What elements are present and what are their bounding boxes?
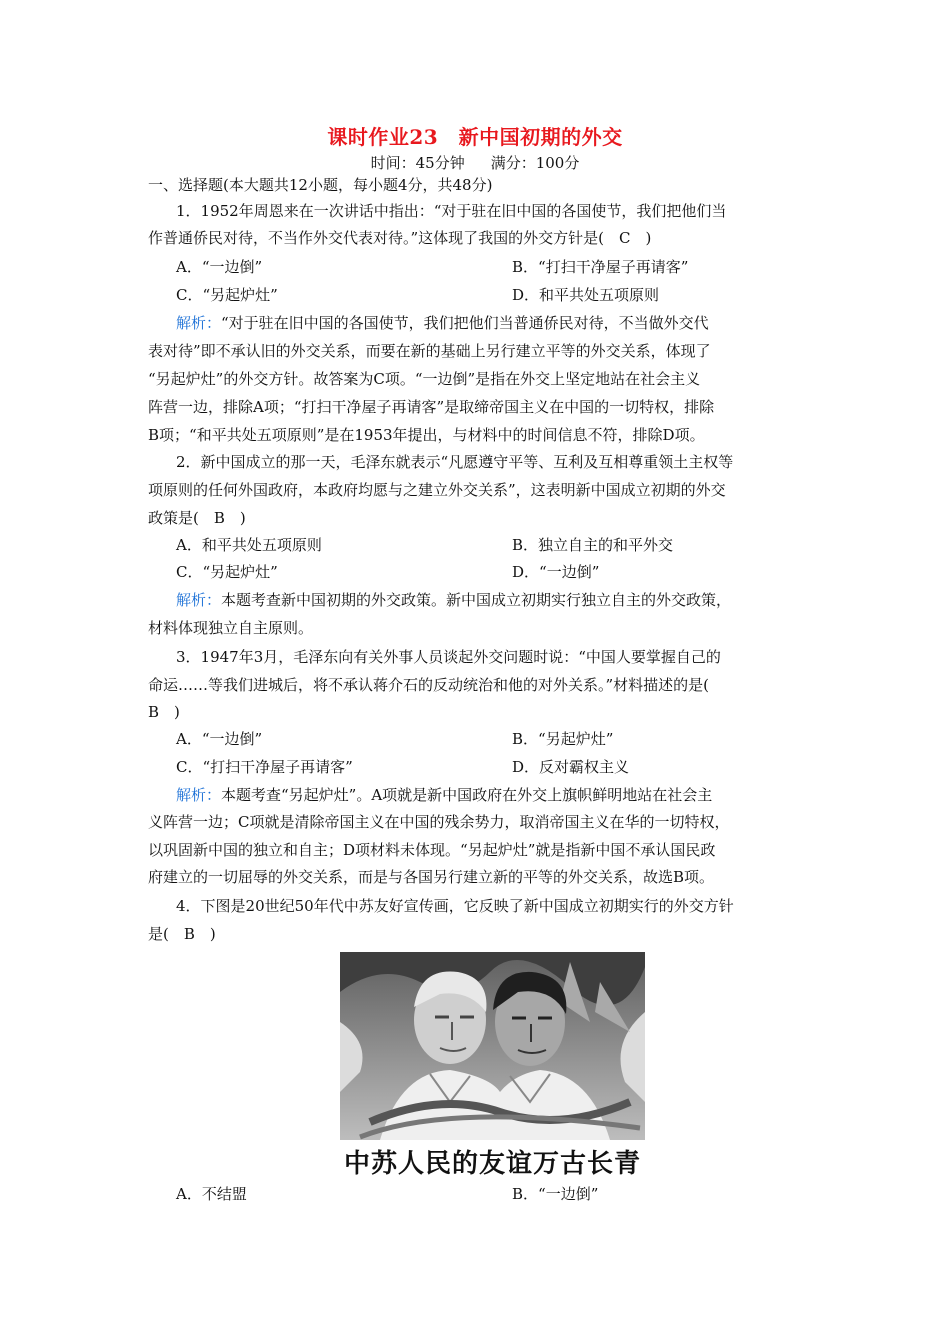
time-limit: 时间：45分钟 bbox=[370, 154, 465, 172]
q2-option-c: C．“另起炉灶” bbox=[176, 563, 278, 581]
q2-option-a: A．和平共处五项原则 bbox=[176, 536, 322, 554]
page-title: 课时作业23 新中国初期的外交 bbox=[327, 125, 623, 149]
q3-option-d: D．反对霸权主义 bbox=[512, 758, 630, 776]
q1-analysis-line: “另起炉灶”的外交方针。故答案为C项。“一边倒”是指在外交上坚定地站在社会主义 bbox=[148, 370, 701, 388]
full-score: 满分：100分 bbox=[490, 154, 580, 172]
q4-option-a: A．不结盟 bbox=[176, 1185, 247, 1203]
section-heading: 一、选择题(本大题共12小题，每小题4分，共48分) bbox=[148, 176, 493, 194]
exam-meta bbox=[0, 152, 950, 173]
q3-stem-line: 3．1947年3月，毛泽东向有关外事人员谈起外交问题时说：“中国人要掌握自己的 bbox=[176, 648, 721, 666]
q3-stem-line: B ) bbox=[148, 703, 180, 721]
poster-caption: 中苏人民的友谊万古长青 bbox=[343, 1149, 641, 1179]
q3-option-b: B．“另起炉灶” bbox=[512, 730, 614, 748]
q1-option-a: A．“一边倒” bbox=[176, 258, 263, 276]
q2-analysis-line bbox=[176, 590, 836, 610]
q2-option-d: D．“一边倒” bbox=[512, 563, 600, 581]
q4-stem-line: 是( B ) bbox=[148, 925, 216, 943]
analysis-text: “对于驻在旧中国的各国使节，我们把他们当普通侨民对待，不当做外交代 bbox=[221, 314, 709, 332]
q1-option-c: C．“另起炉灶” bbox=[176, 286, 278, 304]
q2-analysis-line: 材料体现独立自主原则。 bbox=[148, 619, 314, 637]
q1-analysis-line bbox=[176, 313, 836, 333]
analysis-label: 解析： bbox=[176, 786, 222, 804]
q3-analysis-line bbox=[176, 785, 836, 805]
q1-stem-line: 1．1952年周恩来在一次讲话中指出：“对于驻在旧中国的各国使节，我们把他们当 bbox=[176, 202, 727, 220]
q3-analysis-line: 义阵营一边；C项就是清除帝国主义在中国的残余势力，取消帝国主义在华的一切特权， bbox=[148, 813, 730, 831]
q2-stem-line: 政策是( B ) bbox=[148, 509, 246, 527]
analysis-label: 解析： bbox=[176, 314, 222, 332]
q3-analysis-line: 以巩固新中国的独立和自主；D项材料未体现。“另起炉灶”就是指新中国不承认国民政 bbox=[148, 841, 716, 859]
q1-stem-line: 作普通侨民对待，不当作外交代表对待。”这体现了我国的外交方针是( C ) bbox=[148, 229, 652, 247]
q1-analysis-line: B项；“和平共处五项原则”是在1953年提出，与材料中的时间信息不符，排除D项。 bbox=[148, 426, 705, 444]
q1-analysis-line: 表对待”即不承认旧的外交关系，而要在新的基础上另行建立平等的外交关系，体现了 bbox=[148, 342, 711, 360]
q1-analysis-line: 阵营一边，排除A项；“打扫干净屋子再请客”是取缔帝国主义在中国的一切特权，排除 bbox=[148, 398, 715, 416]
analysis-text: 本题考查“另起炉灶”。A项就是新中国政府在外交上旗帜鲜明地站在社会主 bbox=[221, 786, 713, 804]
q2-option-b: B．独立自主的和平外交 bbox=[512, 536, 674, 554]
q3-analysis-line: 府建立的一切屈辱的外交关系，而是与各国另行建立新的平等的外交关系，故选B项。 bbox=[148, 868, 715, 886]
q2-stem-line: 2．新中国成立的那一天，毛泽东就表示“凡愿遵守平等、互利及互相尊重领土主权等 bbox=[176, 453, 734, 471]
q4-stem-line: 4．下图是20世纪50年代中苏友好宣传画，它反映了新中国成立初期实行的外交方针 bbox=[176, 897, 734, 915]
friendship-poster-image bbox=[340, 952, 645, 1140]
q3-option-a: A．“一边倒” bbox=[176, 730, 263, 748]
q1-option-d: D．和平共处五项原则 bbox=[512, 286, 660, 304]
analysis-label: 解析： bbox=[176, 591, 222, 609]
analysis-text: 本题考查新中国初期的外交政策。新中国成立初期实行独立自主的外交政策， bbox=[221, 591, 732, 609]
q2-stem-line: 项原则的任何外国政府，本政府均愿与之建立外交关系”，这表明新中国成立初期的外交 bbox=[148, 481, 726, 499]
q3-option-c: C．“打扫干净屋子再请客” bbox=[176, 758, 353, 776]
q4-option-b: B．“一边倒” bbox=[512, 1185, 599, 1203]
q1-option-b: B．“打扫干净屋子再请客” bbox=[512, 258, 689, 276]
q3-stem-line: 命运……等我们进城后，将不承认蒋介石的反动统治和他的对外关系。”材料描述的是( bbox=[148, 676, 710, 694]
